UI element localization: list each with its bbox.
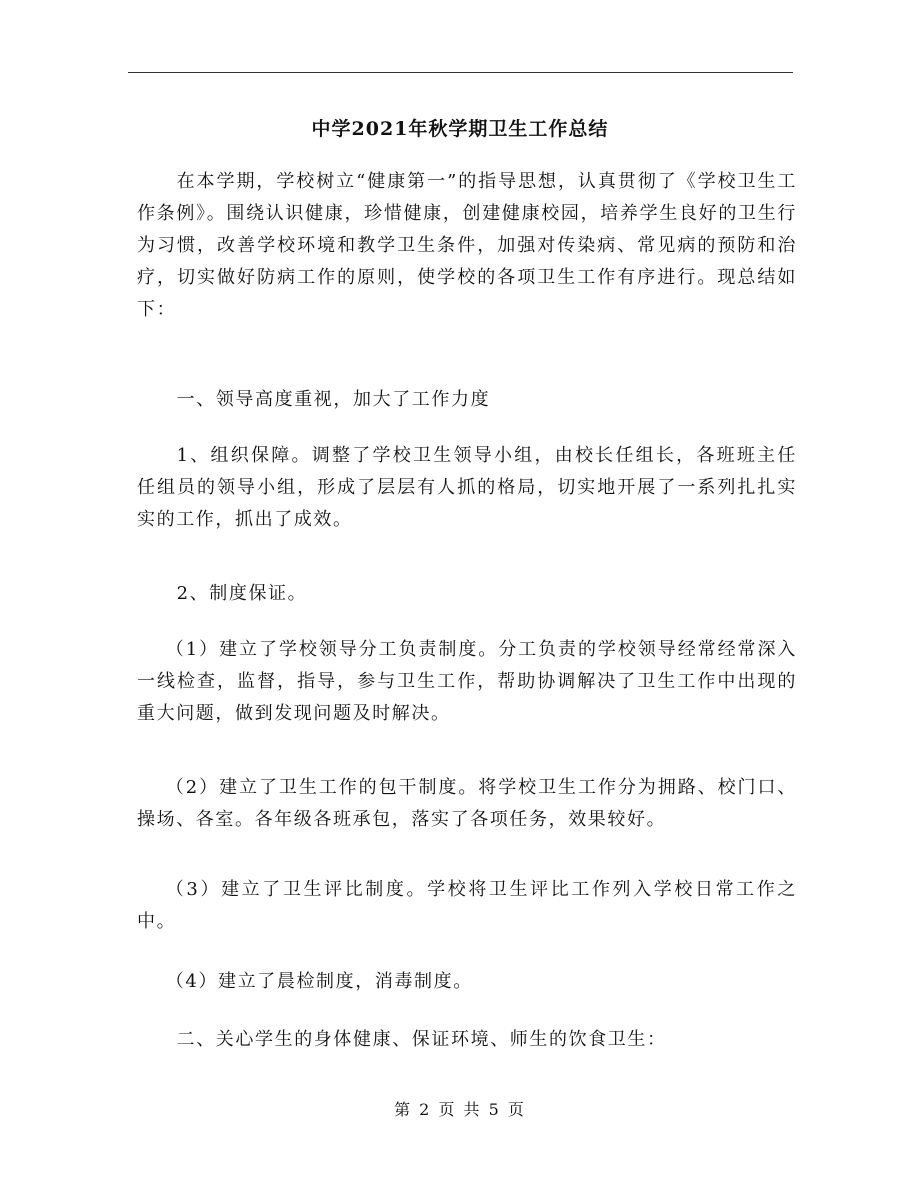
document-title: 中学2021年秋学期卫生工作总结 (311, 118, 609, 140)
intro-paragraph: 在本学期，学校树立“健康第一”的指导思想，认真贯彻了《学校卫生工作条例》。围绕认识健康，珍惜健康，创建健康校园，培养学生良好的卫生行为习惯，改善学校环境和教学卫生条件，加强对传染病、常见病的预防和治疗，切实做好防病工作的原则，使学校的各项卫生工作有序进行。现总结如下： (137, 171, 797, 320)
paragraph-item-4: （4）建立了晨检制度，消毒制度。 (165, 971, 473, 992)
header-rule (128, 72, 793, 73)
paragraph-item-3: （3）建立了卫生评比制度。学校将卫生评比工作列入学校日常工作之中。 (137, 879, 797, 932)
paragraph-system-heading: 2、制度保证。 (176, 583, 308, 604)
section-heading-1: 一、领导高度重视，加大了工作力度 (176, 389, 491, 410)
page-number: 第 2 页 共 5 页 (394, 1100, 526, 1119)
paragraph-item-1: （1）建立了学校领导分工负责制度。分工负责的学校领导经常经常深入一线检查，监督，指导，参与卫生工作，帮助协调解决了卫生工作中出现的重大问题，做到发现问题及时解决。 (137, 639, 797, 724)
paragraph-organization: 1、组织保障。调整了学校卫生领导小组，由校长任组长，各班班主任任组员的领导小组，形成了层层有人抓的格局，切实地开展了一系列扎扎实实的工作，抓出了成效。 (137, 445, 797, 530)
paragraph-item-2: （2）建立了卫生工作的包干制度。将学校卫生工作分为拥路、校门口、操场、各室。各年级各班承包，落实了各项任务，效果较好。 (137, 777, 797, 830)
section-heading-2: 二、关心学生的身体健康、保证环境、师生的饮食卫生： (176, 1029, 667, 1050)
